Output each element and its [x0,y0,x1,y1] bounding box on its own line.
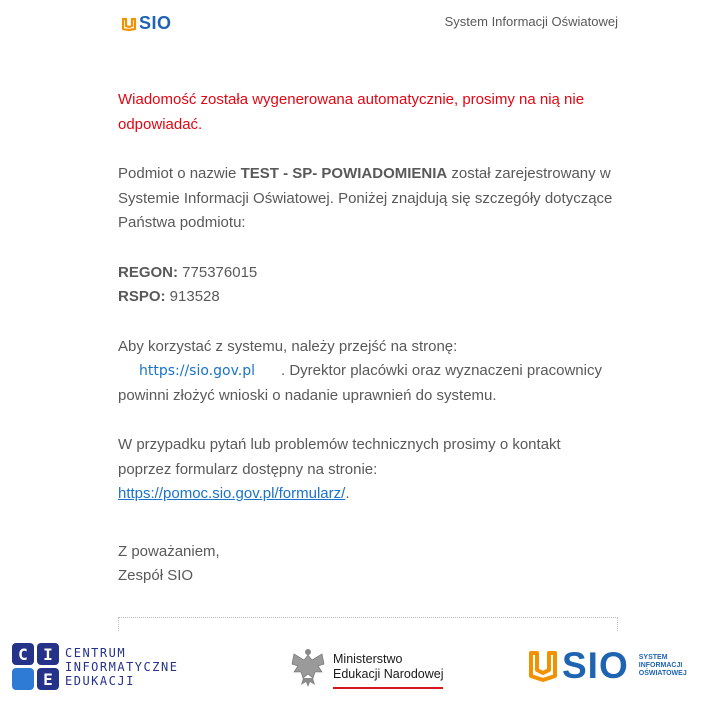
book-icon [528,648,558,684]
access-after: . Dyrektor placówki oraz wyznaczeni pracownicy powinni złożyć wnioski o nadanie uprawnień do systemu. [118,362,602,404]
men-line-2: Edukacji Narodowej [333,667,444,681]
access-paragraph [118,335,618,409]
men-logo [289,646,443,688]
footer-divider [118,617,618,631]
regon-line [118,261,618,286]
cie-letter-i: I [37,643,59,665]
help-text: W przypadku pytań lub problemów technicznych prosimy o kontakt poprzez formularz dostępny na stronie: [118,436,561,478]
access-before: Aby korzystać z systemu, należy przejść na stronę: [118,337,458,355]
cie-line-3: EDUKACJI [65,673,135,688]
rspo-label: RSPO: [118,288,166,305]
registration-paragraph [118,162,618,236]
header-title: System Informacji Oświatowej [444,14,618,29]
sio-logo [121,13,172,34]
intro-before: Podmiot o nazwie [118,165,241,182]
cie-line-2: INFORMATYCZNE [65,659,179,674]
cie-mark [12,643,59,690]
sio-link[interactable]: https://sio.gov.pl [139,363,256,379]
eagle-emblem-icon [289,646,327,688]
help-paragraph [118,433,618,507]
cie-letter-c: C [12,643,34,665]
men-red-underline [333,687,443,689]
regon-value: 775376015 [178,263,258,281]
closing: Z poważaniem, [118,542,220,560]
help-form-link[interactable]: https://pomoc.sio.gov.pl/formularz/ [118,485,346,502]
sio-footer-logo [528,645,687,687]
auto-message-warning: Wiadomość została wygenerowana automatycznie, prosimy na nią nie odpowiadać. [118,91,585,133]
rspo-line [118,285,618,310]
logo-text: SIO [139,13,172,33]
sio-sub-1: SYSTEM [638,654,668,661]
signature: Zespół SIO [118,567,194,584]
men-name [333,652,443,682]
email-footer [0,640,719,700]
sio-footer-text: SIO [562,645,629,686]
sio-sub-2: INFORMACJI [638,662,683,669]
men-line-1: Ministerstwo [333,652,403,666]
book-icon [121,16,137,32]
help-end: . [345,485,350,502]
cie-line-1: CENTRUM [65,645,127,660]
sio-footer-subtitle [639,654,687,678]
entity-name: TEST - SP- POWIADOMIENIA [240,165,448,182]
cie-name [65,646,178,688]
rspo-value: 913528 [165,288,220,305]
sio-sub-3: OŚWIATOWEJ [638,670,687,677]
cie-blank-cell [12,668,34,690]
intro-after: został zarejestrowany w Systemie Informacji Oświatowej. Poniżej znajdują się szczegóły dotyczące Państwa podmiotu: [118,165,613,231]
email-body [118,88,618,589]
email-header [118,10,618,40]
cie-letter-e: E [37,668,59,690]
regon-label: REGON: [118,263,178,281]
cie-logo [12,643,178,690]
